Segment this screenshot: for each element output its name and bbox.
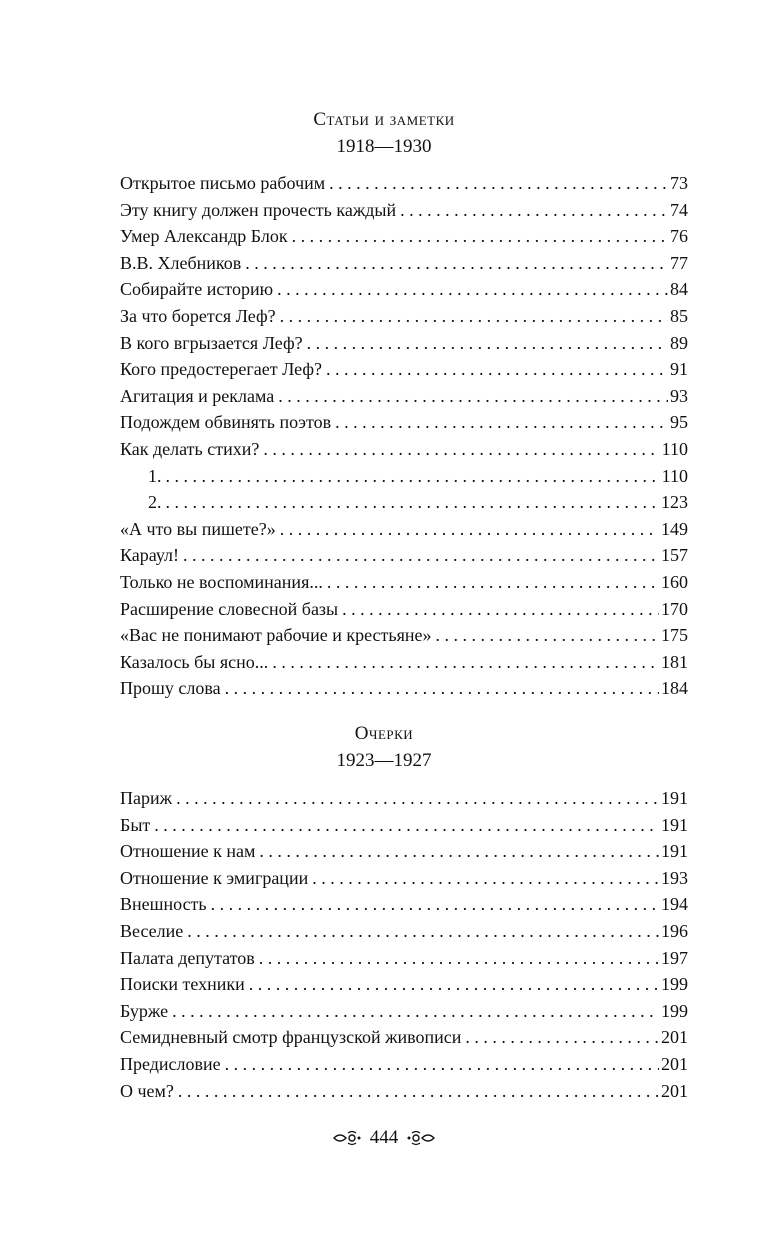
dot-leader [166,489,660,516]
entry-page: 175 [661,625,688,646]
entry-page: 93 [670,385,688,406]
entry-page: 84 [670,279,688,300]
entry-page: 123 [661,492,688,513]
entry-title: Поиски техники [120,974,245,995]
dot-leader [183,542,659,569]
dot-leader [166,463,660,490]
fleuron-icon [406,1128,436,1148]
dot-leader [249,971,659,998]
toc-entry [120,170,688,197]
toc-entry [120,918,688,945]
entry-title: Внешность [120,894,207,915]
toc-entry [120,596,688,623]
dot-leader [278,383,668,410]
entry-page: 77 [670,252,688,273]
entry-title: Казалось бы ясно... [120,651,269,672]
dot-leader [277,276,668,303]
entry-page: 74 [670,199,688,220]
entry-page: 160 [661,571,688,592]
dot-leader [329,170,668,197]
toc-entry [120,785,688,812]
dot-leader [326,356,668,383]
dot-leader [263,436,659,463]
entry-page: 76 [670,226,688,247]
entry-page: 89 [670,332,688,353]
fleuron-icon [332,1128,362,1148]
section-years: 1923—1927 [336,750,432,771]
entry-page: 191 [661,814,688,835]
entry-page: 199 [661,974,688,995]
toc-list [120,170,688,702]
entry-title: Отношение к эмиграции [120,867,309,888]
toc-entry [120,1078,688,1105]
dot-leader [280,516,659,543]
toc-entry [120,838,688,865]
entry-page: 201 [661,1080,688,1101]
entry-title: Расширение словесной базы [120,598,339,619]
dot-leader [327,569,659,596]
entry-title: Караул! [120,545,180,566]
entry-page: 201 [661,1053,688,1074]
toc-entry [120,303,688,330]
entry-title: Собирайте историю [120,279,274,300]
dot-leader [154,812,659,839]
entry-title: О чем? [120,1080,174,1101]
entry-title: Палата депутатов [120,947,255,968]
entry-page: 196 [661,920,688,941]
entry-title: Открытое письмо рабочим [120,173,326,193]
toc-entry [120,276,688,303]
dot-leader [342,596,659,623]
entry-title: 1. [148,465,162,486]
entry-page: 73 [670,173,688,193]
entry-page: 157 [661,545,688,566]
entry-title: Семидневный смотр французской живописи [120,1027,462,1048]
dot-leader [307,330,668,357]
dot-leader [176,785,659,812]
toc-entry [120,542,688,569]
toc-entry [120,223,688,250]
entry-title: За что борется Леф? [120,305,276,326]
dot-leader [465,1024,659,1051]
dot-leader [280,303,668,330]
toc-entry [120,197,688,224]
entry-title: Агитация и реклама [120,385,275,406]
toc-entry [120,250,688,277]
entry-page: 85 [670,305,688,326]
dot-leader [245,250,668,277]
toc-subentry [120,463,688,490]
toc-entry [120,436,688,463]
entry-page: 184 [661,678,688,699]
entry-title: Отношение к нам [120,841,256,862]
toc-entry [120,1024,688,1051]
entry-title: Кого предостерегает Леф? [120,359,323,380]
entry-title: Бурже [120,1000,169,1021]
toc-subentry [120,489,688,516]
dot-leader [272,649,659,676]
toc-entry [120,812,688,839]
entry-title: Предисловие [120,1053,221,1074]
dot-leader [435,622,659,649]
toc-entry [120,998,688,1025]
dot-leader [259,945,659,972]
entry-page: 194 [661,894,688,915]
entry-title: Как делать стихи? [120,438,260,459]
toc-list [120,785,688,1104]
entry-page: 170 [661,598,688,619]
entry-page: 201 [661,1027,688,1048]
toc-entry [120,1051,688,1078]
entry-page: 149 [661,518,688,539]
toc-entry [120,569,688,596]
entry-title: В кого вгрызается Леф? [120,332,303,353]
dot-leader [292,223,668,250]
entry-title: «Вас не понимают рабочие и крестьяне» [120,625,432,646]
toc-entry [120,516,688,543]
entry-title: «А что вы пишете?» [120,518,276,539]
entry-page: 110 [661,438,688,459]
entry-page: 181 [661,651,688,672]
dot-leader [312,865,659,892]
page-number: 444 [369,1127,399,1148]
entry-title: Эту книгу должен прочесть каждый [120,199,397,220]
toc-entry [120,622,688,649]
entry-title: Прошу слова [120,678,221,699]
entry-title: Париж [120,788,173,808]
entry-title: Умер Александр Блок [120,226,288,247]
entry-page: 95 [670,412,688,433]
toc-entry [120,383,688,410]
dot-leader [259,838,659,865]
dot-leader [400,197,668,224]
toc-entry [120,971,688,998]
toc-entry [120,356,688,383]
toc-entry [120,945,688,972]
dot-leader [335,409,668,436]
entry-title: Веселие [120,920,184,941]
section-title: Очерки [354,723,414,744]
section-years: 1918—1930 [336,136,432,157]
entry-page: 191 [661,841,688,862]
entry-title: Только не воспоминания... [120,571,323,592]
dot-leader [172,998,659,1025]
dot-leader [225,675,659,702]
entry-page: 193 [661,867,688,888]
dot-leader [187,918,659,945]
page-footer [0,1127,768,1149]
entry-title: Подождем обвинять поэтов [120,412,332,433]
entry-page: 110 [661,465,688,486]
toc-entry [120,865,688,892]
toc-entry [120,675,688,702]
toc-entry [120,409,688,436]
entry-page: 197 [661,947,688,968]
entry-page: 199 [661,1000,688,1021]
section-title: Статьи и заметки [313,109,455,130]
entry-page: 191 [661,788,688,808]
entry-title: Быт [120,814,151,835]
entry-title: 2. [148,492,162,513]
entry-title: В.В. Хлебников [120,252,242,273]
toc-entry [120,649,688,676]
toc-entry [120,891,688,918]
entry-page: 91 [670,359,688,380]
dot-leader [178,1078,659,1105]
dot-leader [225,1051,659,1078]
toc-entry [120,330,688,357]
dot-leader [211,891,659,918]
